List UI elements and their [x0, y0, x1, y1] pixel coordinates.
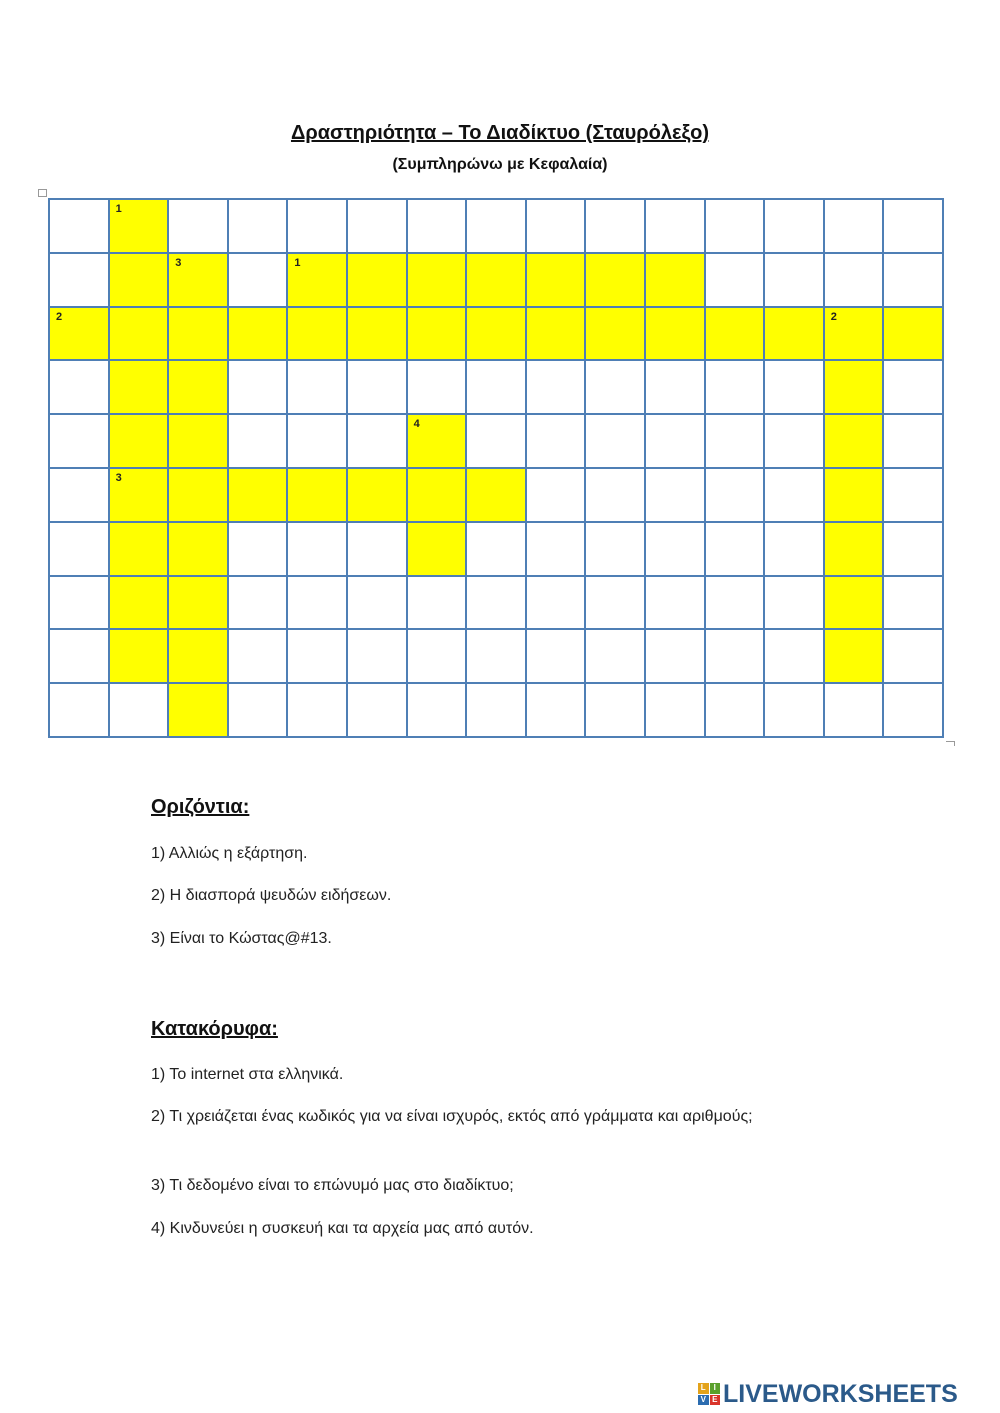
crossword-cell-empty — [408, 630, 468, 684]
table-resize-handle — [946, 741, 955, 746]
crossword-cell-empty — [765, 684, 825, 738]
crossword-cell-answer[interactable] — [110, 308, 170, 362]
logo-mark-square: V — [698, 1395, 709, 1406]
crossword-cell-answer[interactable] — [765, 308, 825, 362]
logo-text: LIVEWORKSHEETS — [723, 1379, 958, 1408]
down-clue-3: 3) Τι δεδομένο είναι το επώνυμό μας στο διαδίκτυο; — [151, 1177, 514, 1194]
crossword-cell-empty — [527, 577, 587, 631]
clue-number: 3 — [115, 471, 122, 484]
crossword-cell-empty — [169, 200, 229, 254]
crossword-cell-empty — [408, 361, 468, 415]
crossword-cell-empty — [467, 630, 527, 684]
down-heading: Κατακόρυφα: — [151, 1018, 278, 1040]
crossword-cell-empty — [586, 577, 646, 631]
crossword-cell-empty — [527, 361, 587, 415]
crossword-cell-answer[interactable] — [110, 361, 170, 415]
clue-number: 1 — [115, 203, 122, 215]
crossword-cell-empty — [765, 577, 825, 631]
crossword-cell-empty — [884, 469, 944, 523]
crossword-cell-empty — [229, 361, 289, 415]
crossword-cell-answer[interactable] — [706, 308, 766, 362]
crossword-cell-answer[interactable] — [288, 308, 348, 362]
crossword-cell-empty — [646, 415, 706, 469]
crossword-cell-empty — [765, 630, 825, 684]
crossword-cell-empty — [765, 361, 825, 415]
down-clue-1: 1) Το internet στα ελληνικά. — [151, 1066, 344, 1083]
crossword-cell-empty — [348, 361, 408, 415]
crossword-cell-empty — [527, 684, 587, 738]
crossword-cell-empty — [229, 577, 289, 631]
crossword-cell-answer[interactable] — [527, 308, 587, 362]
crossword-cell-answer[interactable] — [884, 308, 944, 362]
crossword-cell-answer[interactable] — [825, 577, 885, 631]
crossword-cell-empty — [527, 630, 587, 684]
crossword-cell-answer[interactable] — [229, 308, 289, 362]
crossword-cell-answer[interactable] — [50, 308, 110, 362]
crossword-cell-empty — [706, 523, 766, 577]
crossword-cell-empty — [706, 469, 766, 523]
crossword-cell-empty — [706, 577, 766, 631]
crossword-cell-empty — [765, 523, 825, 577]
crossword-cell-answer[interactable] — [348, 308, 408, 362]
crossword-cell-empty — [50, 200, 110, 254]
crossword-cell-empty — [706, 630, 766, 684]
crossword-cell-empty — [586, 415, 646, 469]
crossword-cell-answer[interactable] — [586, 308, 646, 362]
crossword-cell-empty — [50, 630, 110, 684]
crossword-cell-empty — [348, 200, 408, 254]
crossword-cell-empty — [288, 200, 348, 254]
logo-mark-square: L — [698, 1383, 709, 1394]
crossword-cell-empty — [586, 684, 646, 738]
crossword-cell-empty — [348, 523, 408, 577]
across-clue-2: 2) Η διασπορά ψευδών ειδήσεων. — [151, 887, 392, 904]
crossword-cell-answer[interactable] — [288, 254, 348, 308]
crossword-cell-empty — [646, 361, 706, 415]
crossword-cell-answer[interactable] — [169, 523, 229, 577]
crossword-cell-empty — [884, 523, 944, 577]
crossword-cell-empty — [884, 200, 944, 254]
crossword-cell-answer[interactable] — [110, 630, 170, 684]
crossword-cell-empty — [467, 577, 527, 631]
crossword-cell-empty — [586, 200, 646, 254]
crossword-cell-empty — [586, 469, 646, 523]
crossword-cell-answer[interactable] — [825, 469, 885, 523]
across-heading: Οριζόντια: — [151, 796, 250, 818]
crossword-cell-empty — [348, 684, 408, 738]
crossword-cell-answer[interactable] — [110, 415, 170, 469]
clue-number: 2 — [830, 310, 837, 323]
crossword-cell-empty — [884, 577, 944, 631]
crossword-cell-answer[interactable] — [169, 254, 229, 308]
crossword-cell-answer[interactable] — [825, 630, 885, 684]
crossword-cell-answer[interactable] — [646, 254, 706, 308]
crossword-cell-empty — [50, 523, 110, 577]
page-subtitle: (Συμπληρώνω με Κεφαλαία) — [392, 156, 608, 173]
crossword-cell-answer[interactable] — [408, 308, 468, 362]
crossword-cell-answer[interactable] — [408, 254, 468, 308]
crossword-cell-empty — [50, 361, 110, 415]
crossword-cell-answer[interactable] — [825, 308, 885, 362]
logo-mark-square: E — [710, 1395, 721, 1406]
crossword-cell-empty — [288, 523, 348, 577]
crossword-cell-empty — [646, 200, 706, 254]
crossword-cell-answer[interactable] — [110, 254, 170, 308]
crossword-cell-answer[interactable] — [408, 415, 468, 469]
crossword-cell-empty — [467, 523, 527, 577]
crossword-cell-answer[interactable] — [825, 415, 885, 469]
crossword-cell-empty — [229, 415, 289, 469]
crossword-cell-empty — [646, 577, 706, 631]
crossword-cell-empty — [586, 361, 646, 415]
crossword-cell-answer[interactable] — [169, 577, 229, 631]
liveworksheets-logo — [698, 1380, 958, 1408]
crossword-cell-empty — [229, 254, 289, 308]
crossword-cell-answer[interactable] — [467, 469, 527, 523]
crossword-cell-empty — [50, 684, 110, 738]
logo-mark-square: I — [710, 1383, 721, 1394]
crossword-cell-empty — [884, 684, 944, 738]
crossword-cell-empty — [50, 254, 110, 308]
crossword-cell-answer[interactable] — [110, 523, 170, 577]
crossword-cell-empty — [706, 684, 766, 738]
crossword-cell-empty — [408, 684, 468, 738]
crossword-cell-answer[interactable] — [467, 308, 527, 362]
crossword-cell-empty — [884, 630, 944, 684]
clue-number: 1 — [294, 256, 301, 269]
crossword-cell-answer[interactable] — [467, 254, 527, 308]
crossword-cell-answer[interactable] — [169, 308, 229, 362]
crossword-cell-empty — [706, 254, 766, 308]
clue-number: 2 — [56, 310, 63, 323]
crossword-cell-answer[interactable] — [527, 254, 587, 308]
crossword-cell-empty — [288, 361, 348, 415]
crossword-cell-empty — [408, 577, 468, 631]
crossword-cell-empty — [646, 684, 706, 738]
logo-mark-icon — [698, 1383, 720, 1405]
crossword-cell-answer[interactable] — [586, 254, 646, 308]
across-clue-3: 3) Είναι το Κώστας@#13. — [151, 930, 332, 947]
clue-number: 3 — [175, 256, 182, 269]
crossword-cell-answer[interactable] — [169, 684, 229, 738]
crossword-cell-empty — [646, 523, 706, 577]
crossword-cell-answer[interactable] — [110, 577, 170, 631]
crossword-cell-empty — [706, 200, 766, 254]
crossword-cell-empty — [288, 577, 348, 631]
crossword-cell-empty — [527, 469, 587, 523]
crossword-cell-empty — [50, 415, 110, 469]
crossword-cell-empty — [229, 630, 289, 684]
crossword-cell-empty — [110, 684, 170, 738]
crossword-cell-empty — [288, 684, 348, 738]
crossword-cell-empty — [825, 254, 885, 308]
crossword-cell-empty — [706, 361, 766, 415]
crossword-cell-empty — [646, 630, 706, 684]
crossword-cell-answer[interactable] — [169, 361, 229, 415]
crossword-cell-empty — [765, 415, 825, 469]
crossword-cell-answer[interactable] — [110, 200, 170, 254]
crossword-cell-empty — [765, 254, 825, 308]
crossword-cell-answer[interactable] — [169, 415, 229, 469]
crossword-cell-empty — [467, 361, 527, 415]
crossword-cell-answer[interactable] — [288, 469, 348, 523]
crossword-cell-empty — [825, 200, 885, 254]
down-clue-4: 4) Κινδυνεύει η συσκευή και τα αρχεία μας από αυτόν. — [151, 1220, 534, 1237]
down-clue-2: 2) Τι χρειάζεται ένας κωδικός για να είναι ισχυρός, εκτός από γράμματα και αριθμούς; — [151, 1108, 753, 1125]
crossword-cell-empty — [646, 469, 706, 523]
crossword-cell-answer[interactable] — [110, 469, 170, 523]
crossword-cell-empty — [229, 523, 289, 577]
crossword-cell-answer[interactable] — [408, 469, 468, 523]
crossword-cell-answer[interactable] — [169, 469, 229, 523]
crossword-cell-empty — [825, 684, 885, 738]
clue-number: 4 — [413, 418, 420, 431]
across-clue-1: 1) Αλλιώς η εξάρτηση. — [151, 845, 308, 862]
table-move-handle — [38, 189, 47, 197]
crossword-cell-empty — [884, 361, 944, 415]
crossword-cell-empty — [527, 200, 587, 254]
crossword-cell-empty — [50, 577, 110, 631]
crossword-cell-empty — [467, 415, 527, 469]
crossword-cell-empty — [586, 630, 646, 684]
crossword-cell-answer[interactable] — [229, 469, 289, 523]
crossword-cell-empty — [348, 415, 408, 469]
crossword-cell-empty — [884, 254, 944, 308]
crossword-cell-answer[interactable] — [348, 469, 408, 523]
crossword-cell-answer[interactable] — [825, 523, 885, 577]
crossword-cell-empty — [765, 200, 825, 254]
crossword-cell-empty — [50, 469, 110, 523]
crossword-cell-answer[interactable] — [408, 523, 468, 577]
crossword-cell-empty — [706, 415, 766, 469]
crossword-cell-empty — [467, 200, 527, 254]
crossword-cell-empty — [348, 630, 408, 684]
crossword-cell-empty — [527, 523, 587, 577]
crossword-cell-empty — [527, 415, 587, 469]
page-title: Δραστηριότητα – Το Διαδίκτυο (Σταυρόλεξο) — [290, 122, 710, 144]
crossword-cell-empty — [586, 523, 646, 577]
crossword-cell-empty — [288, 630, 348, 684]
crossword-cell-answer[interactable] — [646, 308, 706, 362]
crossword-cell-empty — [408, 200, 468, 254]
crossword-grid — [48, 198, 944, 738]
crossword-cell-empty — [765, 469, 825, 523]
crossword-cell-empty — [229, 200, 289, 254]
crossword-cell-empty — [229, 684, 289, 738]
crossword-cell-empty — [348, 577, 408, 631]
crossword-cell-empty — [884, 415, 944, 469]
crossword-cell-empty — [467, 684, 527, 738]
crossword-cell-answer[interactable] — [169, 630, 229, 684]
crossword-cell-answer[interactable] — [825, 361, 885, 415]
crossword-cell-empty — [288, 415, 348, 469]
crossword-cell-answer[interactable] — [348, 254, 408, 308]
